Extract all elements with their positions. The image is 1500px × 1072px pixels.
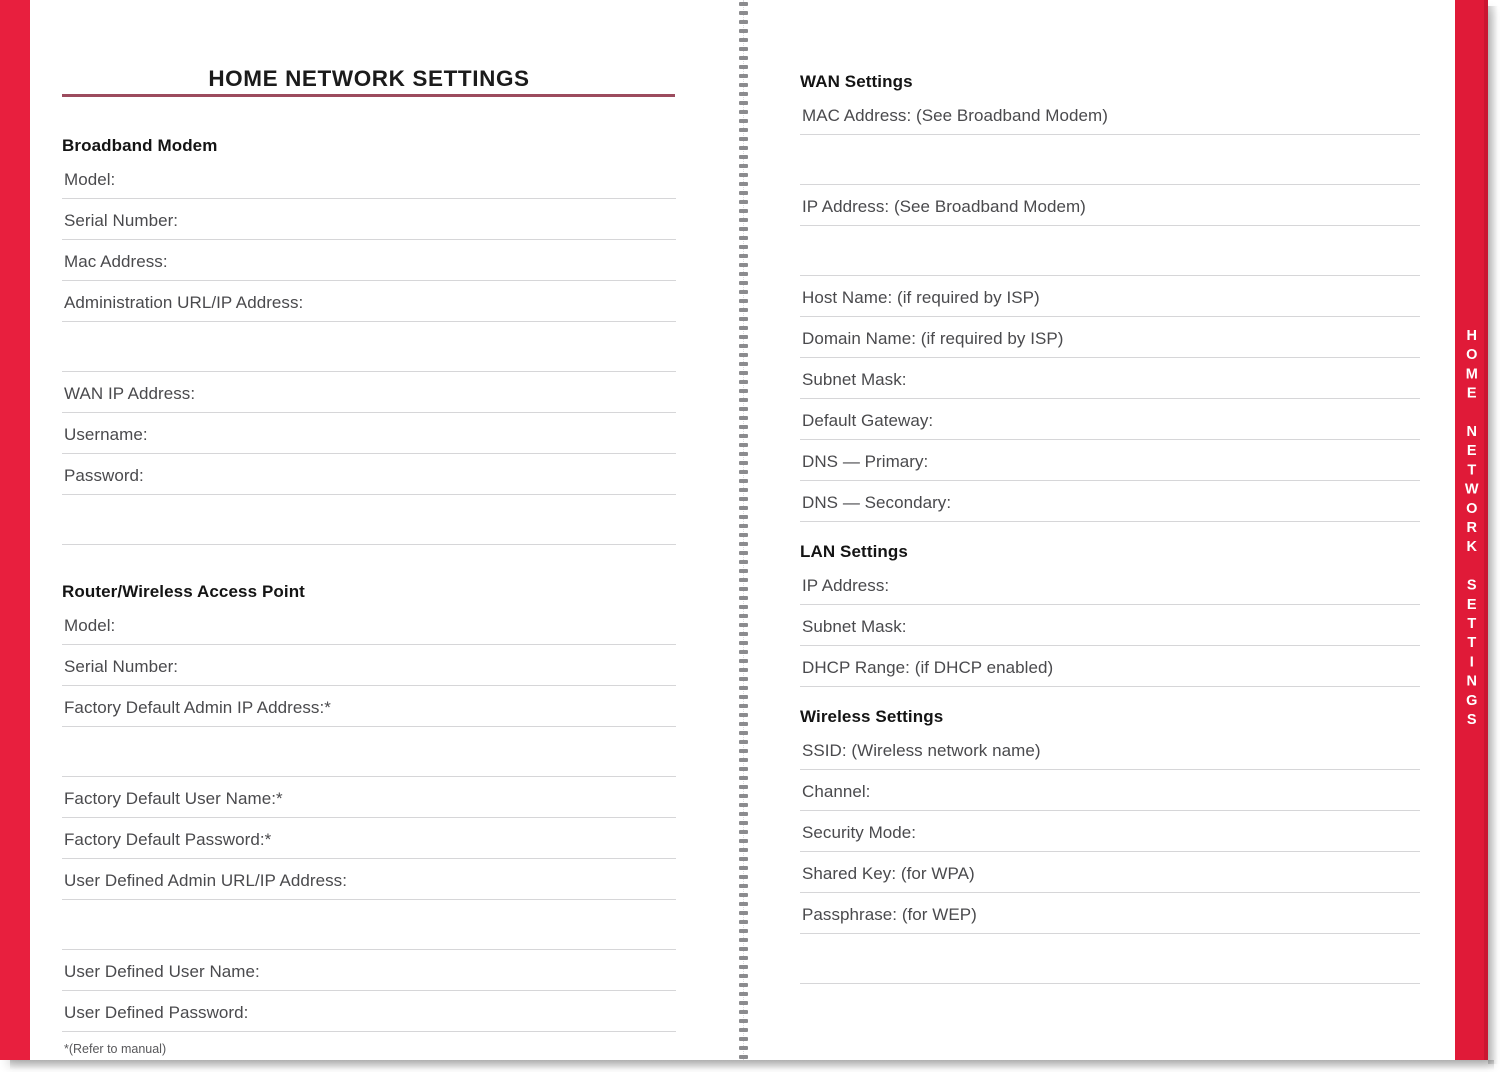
binding-hole: [739, 956, 748, 960]
binding-hole: [739, 20, 748, 24]
binding-hole: [739, 1010, 748, 1014]
binding-hole: [739, 641, 748, 645]
binding-hole: [739, 209, 748, 213]
blank-write-in-line[interactable]: [62, 322, 676, 372]
field-label: WAN IP Address:: [64, 384, 196, 403]
binding-hole: [739, 1019, 748, 1023]
form-field-row[interactable]: [62, 818, 676, 859]
field-label: Model:: [64, 616, 116, 635]
field-label: Factory Default Admin IP Address:*: [64, 698, 331, 717]
binding-hole: [739, 623, 748, 627]
binding-hole: [739, 452, 748, 456]
field-label: Mac Address:: [64, 252, 168, 271]
spiral-binding: [739, 0, 748, 1060]
form-field-row[interactable]: [62, 454, 676, 495]
field-label: Host Name: (if required by ISP): [802, 288, 1040, 307]
field-label: Passphrase: (for WEP): [802, 905, 977, 924]
binding-hole: [739, 677, 748, 681]
binding-hole: [739, 362, 748, 366]
page-title: HOME NETWORK SETTINGS: [208, 66, 530, 91]
binding-hole: [739, 29, 748, 33]
form-field-row[interactable]: [62, 413, 676, 454]
form-field-row[interactable]: [800, 893, 1420, 934]
binding-hole: [739, 740, 748, 744]
binding-hole: [739, 479, 748, 483]
binding-hole: [739, 227, 748, 231]
binding-hole: [739, 893, 748, 897]
binding-hole: [739, 308, 748, 312]
binding-hole: [739, 587, 748, 591]
form-field-row[interactable]: [800, 811, 1420, 852]
binding-hole: [739, 272, 748, 276]
form-field-row[interactable]: [62, 991, 676, 1032]
binding-hole: [739, 614, 748, 618]
form-field-row[interactable]: [800, 440, 1420, 481]
binding-hole: [739, 2, 748, 6]
binding-hole: [739, 596, 748, 600]
field-label: Default Gateway:: [802, 411, 934, 430]
binding-hole: [739, 74, 748, 78]
binding-hole: [739, 461, 748, 465]
binding-hole: [739, 137, 748, 141]
binding-hole: [739, 1001, 748, 1005]
binding-hole: [739, 884, 748, 888]
section-heading: Wireless Settings: [800, 707, 944, 726]
binding-hole: [739, 1046, 748, 1050]
blank-write-in-line[interactable]: [800, 135, 1420, 185]
binding-hole: [739, 947, 748, 951]
blank-write-in-line[interactable]: [62, 495, 676, 545]
binding-hole: [739, 713, 748, 717]
form-field-row[interactable]: [800, 317, 1420, 358]
binding-hole: [739, 821, 748, 825]
field-label: Factory Default Password:*: [64, 830, 272, 849]
binding-hole: [739, 371, 748, 375]
section-heading: Router/Wireless Access Point: [62, 582, 305, 601]
binding-hole: [739, 200, 748, 204]
field-label: Domain Name: (if required by ISP): [802, 329, 1064, 348]
field-label: IP Address:: [802, 576, 890, 595]
binding-hole: [739, 866, 748, 870]
field-label: User Defined User Name:: [64, 962, 260, 981]
vertical-tab-label-text: HOME NETWORK SETTINGS: [1463, 328, 1480, 732]
binding-hole: [739, 1055, 748, 1059]
form-field-row[interactable]: [800, 94, 1420, 135]
binding-hole: [739, 83, 748, 87]
binding-hole: [739, 776, 748, 780]
binding-hole: [739, 542, 748, 546]
binding-hole: [739, 515, 748, 519]
form-field-row[interactable]: [62, 777, 676, 818]
binding-hole: [739, 425, 748, 429]
form-field-row[interactable]: [800, 185, 1420, 226]
binding-hole: [739, 992, 748, 996]
binding-hole: [739, 56, 748, 60]
binding-hole: [739, 11, 748, 15]
binding-hole: [739, 119, 748, 123]
binding-hole: [739, 902, 748, 906]
field-label: Administration URL/IP Address:: [64, 293, 304, 312]
binding-hole: [739, 695, 748, 699]
binding-hole: [739, 182, 748, 186]
binding-hole: [739, 1037, 748, 1041]
binding-hole: [739, 560, 748, 564]
sheet-right-shadow: [1488, 6, 1498, 1064]
field-label: Subnet Mask:: [802, 370, 907, 389]
binding-hole: [739, 110, 748, 114]
binding-hole: [739, 65, 748, 69]
binding-hole: [739, 830, 748, 834]
binding-hole: [739, 848, 748, 852]
binding-hole: [739, 812, 748, 816]
binding-hole: [739, 317, 748, 321]
binding-hole: [739, 803, 748, 807]
binding-hole: [739, 920, 748, 924]
binding-hole: [739, 722, 748, 726]
binding-hole: [739, 38, 748, 42]
field-label: DNS — Primary:: [802, 452, 929, 471]
binding-hole: [739, 911, 748, 915]
form-field-row[interactable]: [62, 950, 676, 991]
binding-hole: [739, 146, 748, 150]
form-field-row[interactable]: [800, 399, 1420, 440]
binding-hole: [739, 470, 748, 474]
binding-hole: [739, 290, 748, 294]
form-field-row[interactable]: [800, 605, 1420, 646]
binding-hole: [739, 164, 748, 168]
binding-hole: [739, 965, 748, 969]
field-label: SSID: (Wireless network name): [802, 741, 1041, 760]
binding-hole: [739, 533, 748, 537]
title-underline-rule: [62, 94, 675, 97]
field-label: Username:: [64, 425, 148, 444]
right-red-tab-edge: [1484, 0, 1488, 1060]
binding-hole: [739, 236, 748, 240]
binding-hole: [739, 569, 748, 573]
form-field-row[interactable]: [62, 158, 676, 199]
binding-hole: [739, 650, 748, 654]
form-field-row[interactable]: [800, 729, 1420, 770]
field-label: Subnet Mask:: [802, 617, 907, 636]
binding-hole: [739, 938, 748, 942]
binding-hole: [739, 101, 748, 105]
binding-hole: [739, 767, 748, 771]
binding-hole: [739, 173, 748, 177]
form-field-row[interactable]: [62, 645, 676, 686]
binding-hole: [739, 47, 748, 51]
form-field-row[interactable]: [800, 564, 1420, 605]
binding-hole: [739, 92, 748, 96]
form-field-row[interactable]: [62, 281, 676, 322]
binding-hole: [739, 488, 748, 492]
binding-hole: [739, 668, 748, 672]
binding-hole: [739, 407, 748, 411]
blank-write-in-line[interactable]: [62, 900, 676, 950]
field-label: MAC Address: (See Broadband Modem): [802, 106, 1108, 125]
form-field-row[interactable]: [62, 240, 676, 281]
binding-hole: [739, 794, 748, 798]
blank-write-in-line[interactable]: [800, 226, 1420, 276]
footnote: *(Refer to manual): [64, 1042, 167, 1056]
sheet-bottom-shadow: [10, 1060, 1494, 1070]
binding-hole: [739, 983, 748, 987]
binding-hole: [739, 497, 748, 501]
form-field-row[interactable]: [800, 770, 1420, 811]
binding-hole: [739, 416, 748, 420]
binding-hole: [739, 839, 748, 843]
field-label: Password:: [64, 466, 144, 485]
binding-hole: [739, 857, 748, 861]
field-label: IP Address: (See Broadband Modem): [802, 197, 1086, 216]
binding-hole: [739, 605, 748, 609]
binding-hole: [739, 731, 748, 735]
binding-hole: [739, 929, 748, 933]
binding-hole: [739, 632, 748, 636]
field-label: User Defined Admin URL/IP Address:: [64, 871, 347, 890]
left-red-band: [0, 0, 30, 1060]
binding-hole: [739, 551, 748, 555]
form-field-row[interactable]: [800, 646, 1420, 687]
form-field-row[interactable]: [62, 604, 676, 645]
binding-hole: [739, 758, 748, 762]
blank-write-in-line[interactable]: [62, 727, 676, 777]
field-label: DHCP Range: (if DHCP enabled): [802, 658, 1054, 677]
binding-hole: [739, 353, 748, 357]
field-label: Factory Default User Name:*: [64, 789, 283, 808]
section-heading: Broadband Modem: [62, 136, 218, 155]
binding-hole: [739, 326, 748, 330]
binding-hole: [739, 875, 748, 879]
field-label: Serial Number:: [64, 211, 179, 230]
binding-hole: [739, 245, 748, 249]
binding-hole: [739, 335, 748, 339]
binding-hole: [739, 524, 748, 528]
field-label: DNS — Secondary:: [802, 493, 952, 512]
blank-write-in-line[interactable]: [800, 934, 1420, 984]
binding-hole: [739, 974, 748, 978]
binding-hole: [739, 578, 748, 582]
field-label: Security Mode:: [802, 823, 917, 842]
field-label: Serial Number:: [64, 657, 179, 676]
binding-hole: [739, 434, 748, 438]
binding-hole: [739, 218, 748, 222]
field-label: User Defined Password:: [64, 1003, 249, 1022]
form-field-row[interactable]: [800, 481, 1420, 522]
binding-hole: [739, 299, 748, 303]
section-heading: LAN Settings: [800, 542, 908, 561]
binding-hole: [739, 785, 748, 789]
binding-hole: [739, 749, 748, 753]
binding-hole: [739, 398, 748, 402]
binding-hole: [739, 155, 748, 159]
binding-hole: [739, 128, 748, 132]
binding-hole: [739, 344, 748, 348]
binding-hole: [739, 380, 748, 384]
binding-hole: [739, 263, 748, 267]
binding-hole: [739, 443, 748, 447]
field-label: Channel:: [802, 782, 871, 801]
binding-hole: [739, 281, 748, 285]
form-field-row[interactable]: [800, 852, 1420, 893]
field-label: Model:: [64, 170, 116, 189]
binding-hole: [739, 191, 748, 195]
field-label: Shared Key: (for WPA): [802, 864, 975, 883]
binding-hole: [739, 659, 748, 663]
binding-hole: [739, 254, 748, 258]
form-field-row[interactable]: [62, 199, 676, 240]
form-field-row[interactable]: [62, 686, 676, 727]
binding-hole: [739, 686, 748, 690]
form-field-row[interactable]: [800, 358, 1420, 399]
binding-hole: [739, 704, 748, 708]
section-heading: WAN Settings: [800, 72, 913, 91]
form-field-row[interactable]: [62, 859, 676, 900]
binding-hole: [739, 506, 748, 510]
form-field-row[interactable]: [62, 372, 676, 413]
binding-hole: [739, 1028, 748, 1032]
form-field-row[interactable]: [800, 276, 1420, 317]
binding-hole: [739, 389, 748, 393]
